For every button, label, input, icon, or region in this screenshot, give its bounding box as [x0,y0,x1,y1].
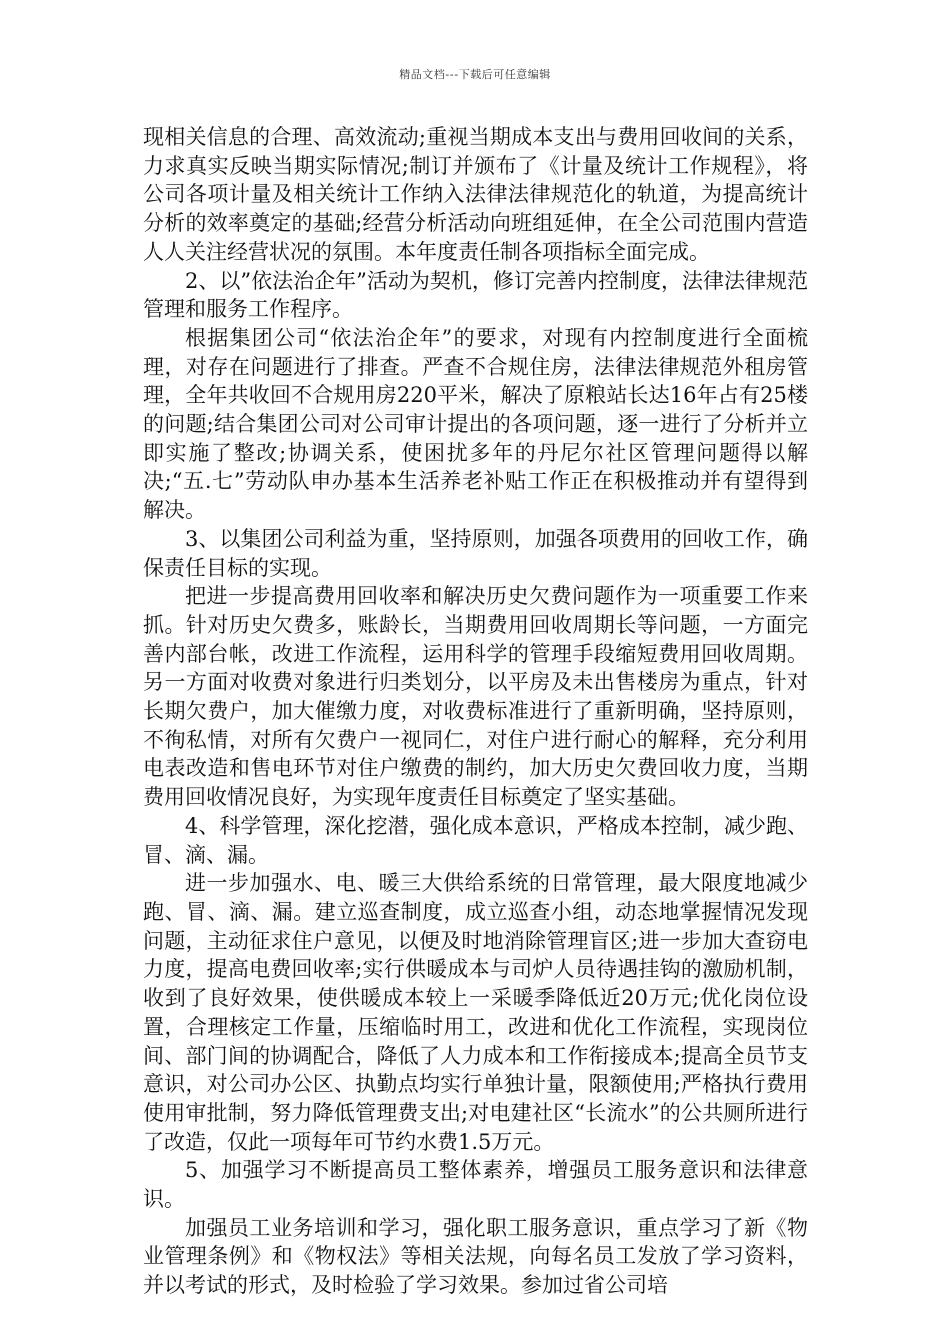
section-heading-5: 5、加强学习不断提高员工整体素养，增强员工服务意识和法律意识。 [143,1158,808,1212]
paragraph-staff-training: 加强员工业务培训和学习，强化职工服务意识，重点学习了新《物业管理条例》和《物权法》等相关法规，向每名员工发放了学习资料，并以考试的形式，及时检验了学习效果。参加过省公司培 [143,1215,808,1298]
section-heading-3: 3、以集团公司利益为重，坚持原则，加强各项费用的回收工作，确保责任目标的实现。 [143,526,808,580]
section-heading-2: 2、以”依法治企年”活动为契机，修订完善内控制度，法律法律规范管理和服务工作程序。 [143,268,808,322]
page-header: 精品文档---下载后可任意编辑 [399,68,551,81]
section-heading-4: 4、科学管理，深化挖潜，强化成本意识，严格成本控制，减少跑、冒、滴、漏。 [143,813,808,867]
paragraph-internal-control: 根据集团公司“依法治企年”的要求，对现有内控制度进行全面梳理，对存在问题进行了排查。严查不合规住房，法律法律规范外租房管理，全年共收回不合规用房220平米，解决了原粮站长达16年占有25楼的问题;结合集团公司对公司审计提出的各项问题，逐一进行了分析并立即实施了整改;协调关系，使困扰多年的丹尼尔社区管理问题得以解决;“五.七”劳动队申办基本生活养老补贴工作正在积极推动并有望得到解决。 [143,325,808,523]
paragraph-cost-control: 进一步加强水、电、暖三大供给系统的日常管理，最大限度地减少跑、冒、滴、漏。建立巡查制度，成立巡查小组，动态地掌握情况发现问题，主动征求住户意见，以便及时地消除管理盲区;进一步加大查窃电力度，提高电费回收率;实行供暖成本与司炉人员待遇挂钩的激励机制，收到了良好效果，使供暖成本较上一采暖季降低近20万元;优化岗位设置，合理核定工作量，压缩临时用工，改进和优化工作流程，实现岗位间、部门间的协调配合，降低了人力成本和工作衔接成本;提高全员节支意识，对公司办公区、执勤点均实行单独计量，限额使用;严格执行费用使用审批制，努力降低管理费支出;对电建社区“长流水”的公共厕所进行了改造，仅此一项每年可节约水费1.5万元。 [143,871,808,1154]
paragraph-intro-continuation: 现相关信息的合理、高效流动;重视当期成本支出与费用回收间的关系，力求真实反映当期实际情况;制订并颁布了《计量及统计工作规程》，将公司各项计量及相关统计工作纳入法律法律规范化的轨道，为提高统计分析的效率奠定的基础;经营分析活动向班组延伸，在全公司范围内营造人人关注经营状况的氛围。本年度责任制各项指标全面完成。 [143,125,808,264]
paragraph-fee-collection: 把进一步提高费用回收率和解决历史欠费问题作为一项重要工作来抓。针对历史欠费多，账龄长，当期费用回收周期长等问题，一方面完善内部台帐，改进工作流程，运用科学的管理手段缩短费用回收周期。另一方面对收费对象进行归类划分，以平房及未出售楼房为重点，针对长期欠费户，加大催缴力度，对收费标准进行了重新明确，坚持原则，不徇私情，对所有欠费户一视同仁，对住户进行耐心的解释，充分利用电表改造和售电环节对住户缴费的制约，加大历史欠费回收力度，当期费用回收情况良好，为实现年度责任目标奠定了坚实基础。 [143,584,808,810]
document-body [143,123,808,1300]
